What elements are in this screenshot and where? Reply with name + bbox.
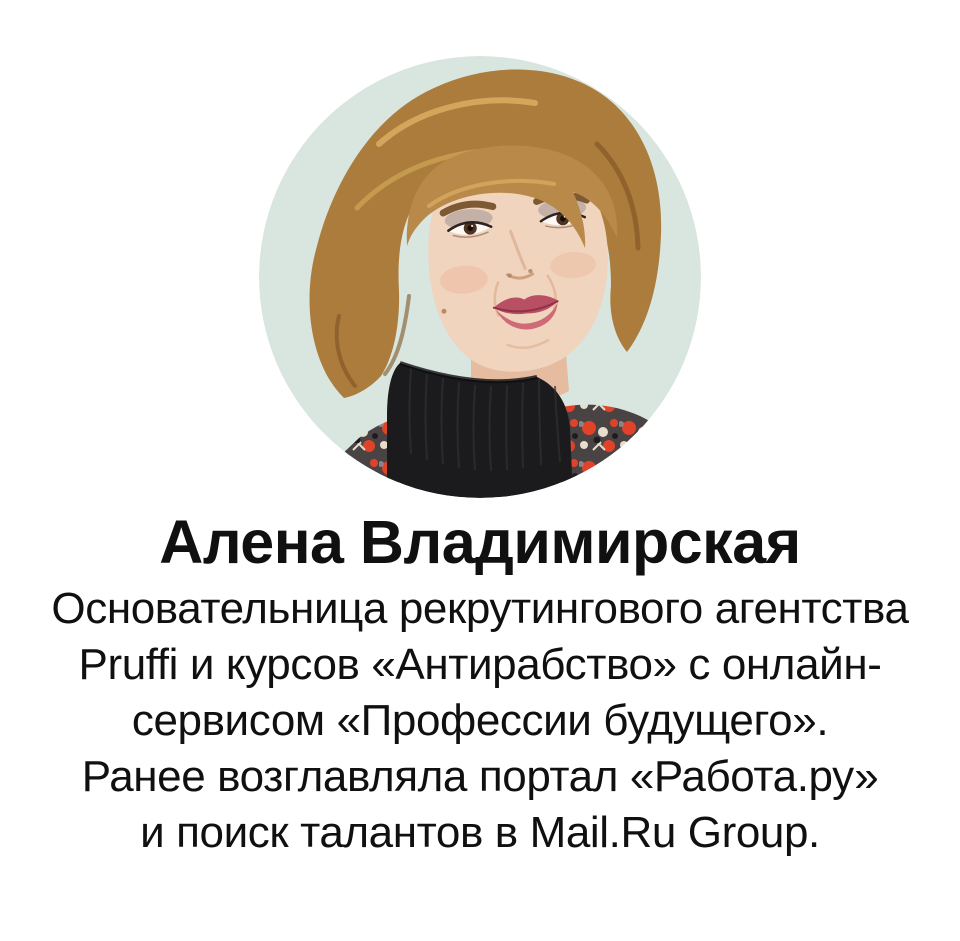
bio-line-4: Ранее возглавляла портал «Работа.ру» [81,752,879,801]
profile-bio [0,581,960,861]
turtleneck-sweater [387,363,573,498]
bio-line-5: и поиск талантов в Mail.Ru Group. [140,808,820,857]
profile-photo [259,56,701,498]
profile-photo-illustration [259,56,701,498]
bio-line-1: Основательница рекрутингового агентства [51,584,909,633]
floral-right-shoulder [557,405,689,498]
profile-name: Алена Владимирская [159,508,801,576]
bio-line-2: Pruffi и курсов «Антирабство» с онлайн- [78,640,882,689]
bio-line-3: сервисом «Профессии будущего». [131,696,829,745]
profile-card [0,56,960,941]
